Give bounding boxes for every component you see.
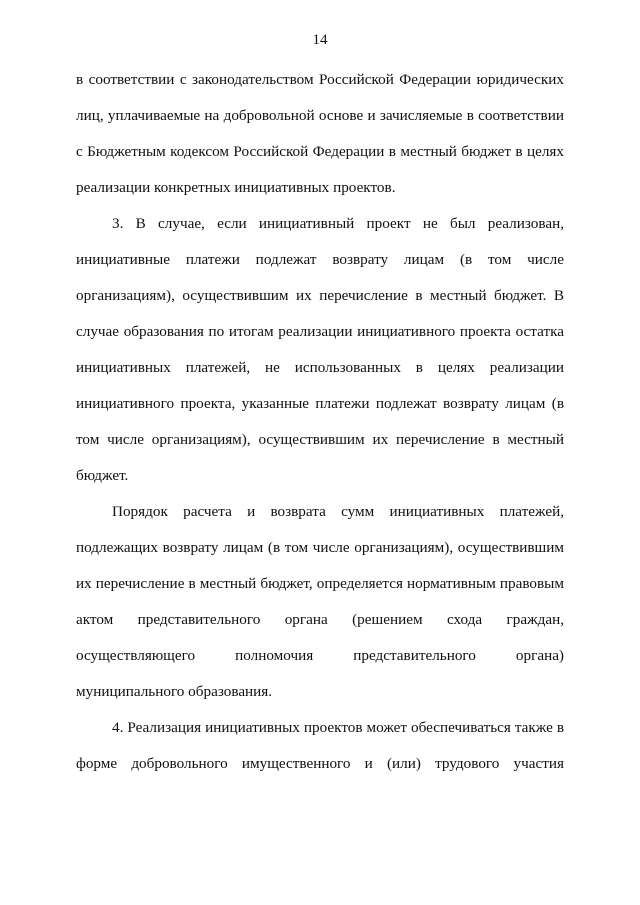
page-number: 14 <box>312 32 328 48</box>
paragraph-item-4: 4. Реализация инициативных проектов может обеспечиваться также в форме добровольного имущественного и (или) трудового участия <box>76 719 564 772</box>
paragraph-continuation: в соответствии с законодательством Российской Федерации юридических лиц, уплачиваемые на добровольной основе и зачисляемые в соответствии с Бюджетным кодексом Российской Федерации в местный бюджет в целях реализации конкретных инициативных проектов. <box>76 71 564 196</box>
paragraph-item-3: 3. В случае, если инициативный проект не был реализован, инициативные платежи подлежат возврату лицам (в том числе организациям), осуществившим их перечисление в местный бюджет. В случае образования по итогам реализации инициативного проекта остатка инициативных платежей, не использованных в целях реализации инициативного проекта, указанные платежи подлежат возврату лицам (в том числе организациям), осуществившим их перечисление в местный бюджет. <box>76 215 564 484</box>
document-body <box>76 62 564 782</box>
paragraph-refund-procedure: Порядок расчета и возврата сумм инициативных платежей, подлежащих возврату лицам (в том числе организациям), осуществившим их перечисление в местный бюджет, определяется нормативным правовым актом представительного органа (решением схода граждан, осуществляющего полномочия представительного органа) муниципального образования. <box>76 503 564 700</box>
